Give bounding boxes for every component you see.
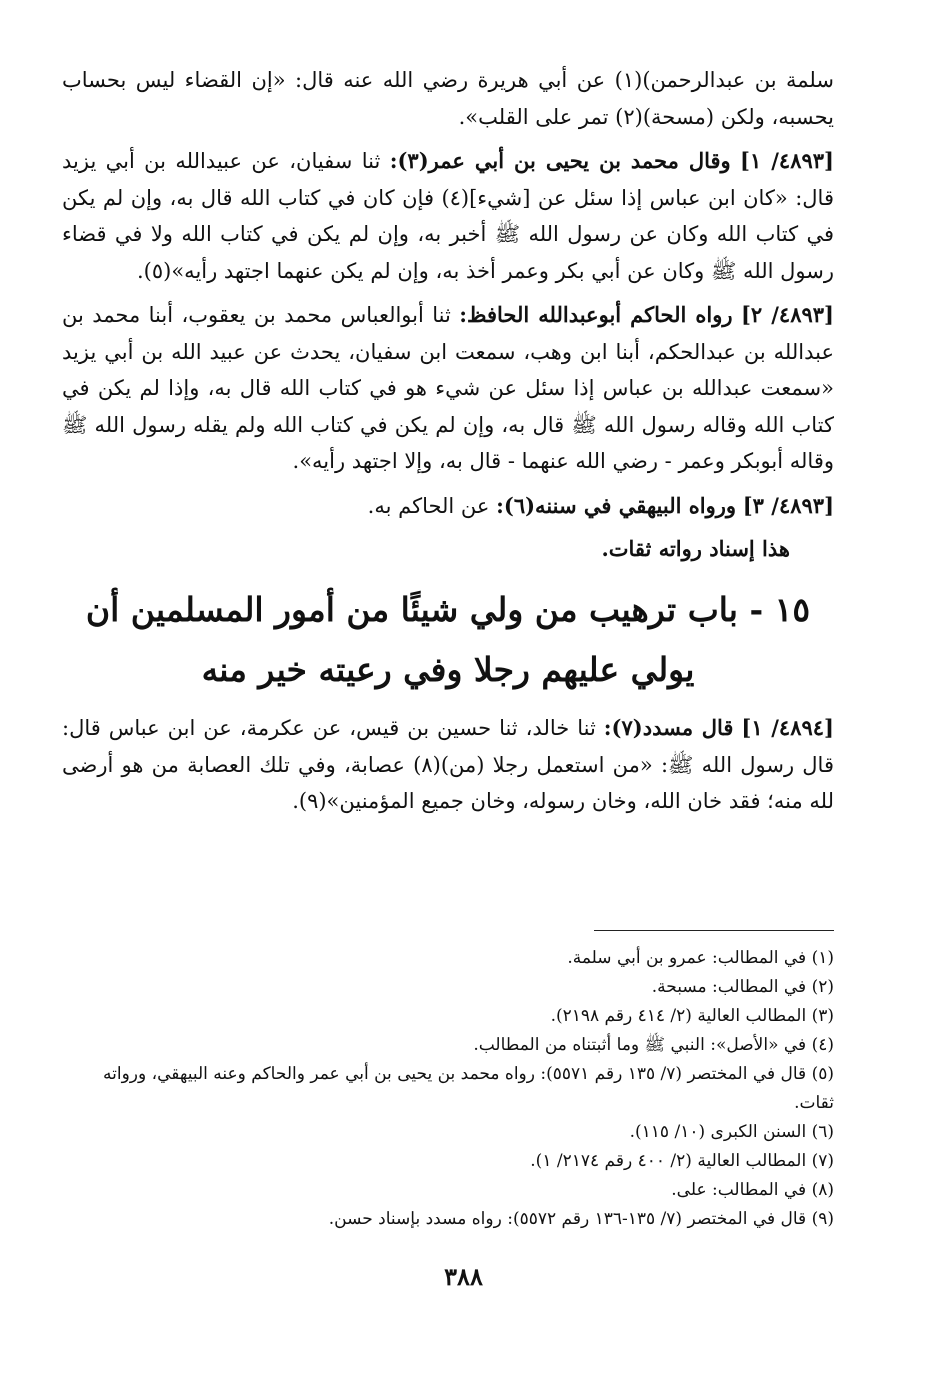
paragraph-text: سلمة بن عبدالرحمن)(١) عن أبي هريرة رضي الله عنه قال: «إن القضاء ليس بحساب يحسبه، ولكن (مسحة)(٢) تمر على القلب». (62, 68, 834, 129)
footnote-2: (٢) في المطالب: مسبحة. (651, 977, 834, 997)
hadith-narrator: قال مسدد(٧): (603, 715, 734, 740)
chapter-title: ١٥ - باب ترهيب من ولي شيئًا من أمور المسلمين أن يولي عليهم رجلا وفي رعيته خير منه (85, 590, 811, 689)
footnote-1: (١) في المطالب: عمرو بن أبي سلمة. (567, 948, 834, 968)
footnote-4: (٤) في «الأصل»: النبي ﷺ وما أثبتناه من المطالب. (473, 1035, 834, 1055)
footnotes (62, 944, 834, 1234)
hadith-4893-2 (62, 297, 834, 480)
footnote-7: (٧) المطالب العالية (٢/ ٤٠٠ رقم ٢١٧٤/ ١). (530, 1151, 834, 1171)
hadith-reference: [٤٨٩٣/ ٣] (742, 492, 834, 518)
hadith-4893-1 (62, 143, 834, 289)
footnote-6: (٦) السنن الكبرى (١٠/ ١١٥). (629, 1122, 834, 1142)
hadith-reference: [٤٨٩٣/ ٢] (740, 302, 834, 327)
footnote-3: (٣) المطالب العالية (٢/ ٤١٤ رقم ٢١٩٨). (550, 1006, 834, 1026)
hadith-text: ثنا سفيان، عن عبيدالله بن أبي يزيد قال: «كان ابن عباس إذا سئل عن [شيء](٤) فإن كان في كتاب الله قال به، وإن لم يكن في كتاب الله وكان عن رسول الله ﷺ أخبر به، وإن لم يكن في كتاب الله ولا في قضاء رسول الله ﷺ وكان عن أبي بكر وعمر أخذ به، وإن لم يكن عنهما اجتهد رأيه»(٥). (62, 149, 834, 283)
footnote-5: (٥) قال في المختصر (٧/ ١٣٥ رقم ٥٥٧١): رواه محمد بن يحيى بن أبي عمر والحاكم وعنه البيهقي، ورواته ثقات. (103, 1064, 834, 1113)
hadith-text: عن الحاكم به. (367, 493, 490, 518)
hadith-narrator: ورواه البيهقي في سننه(٦): (496, 492, 737, 518)
paragraph-continuation (62, 62, 834, 135)
hadith-4893-3 (62, 488, 834, 525)
main-text (62, 62, 834, 828)
footnote-8: (٨) في المطالب: على. (671, 1180, 834, 1200)
hadith-4894-1 (62, 710, 834, 820)
hadith-reference: [٤٨٩٤/ ١] (741, 715, 834, 740)
footnote-divider (594, 930, 834, 931)
hadith-narrator: رواه الحاكم أبوعبدالله الحافظ: (459, 302, 733, 327)
hadith-narrator: وقال محمد بن يحيى بن أبي عمر(٣): (389, 148, 731, 173)
hadith-text: ثنا أبوالعباس محمد بن يعقوب، أبنا محمد بن عبدالله بن عبدالحكم، أبنا ابن وهب، سمعت ابن سفيان، يحدث عن عبيد الله بن أبي يزيد «سمعت عبدالله بن عباس إذا سئل عن شيء هو في كتاب الله قال به، وإذا لم يكن في كتاب الله وقاله رسول الله ﷺ قال به، وإن لم يكن في كتاب الله ولم يقله رسول الله ﷺ وقاله أبوبكر وعمر - رضي الله عنهما - قال به، وإلا اجتهد رأيه». (62, 303, 834, 473)
page-number: ٣٨٨ (444, 1262, 483, 1291)
hadith-text: ثنا خالد، ثنا حسين بن قيس، عن عكرمة، عن ابن عباس قال: قال رسول الله ﷺ: «من استعمل رجلا (من)(٨) عصابة، وفي تلك العصابة من هو أرضى لله منه؛ فقد خان الله، وخان رسوله، وخان جميع المؤمنين»(٩). (62, 716, 834, 813)
isnad-note: هذا إسناد رواته ثقات. (601, 536, 790, 561)
footnote-9: (٩) قال في المختصر (٧/ ١٣٥-١٣٦ رقم ٥٥٧٢): رواه مسدد بإسناد حسن. (328, 1209, 834, 1229)
hadith-reference: [٤٨٩٣/ ١] (740, 148, 834, 173)
